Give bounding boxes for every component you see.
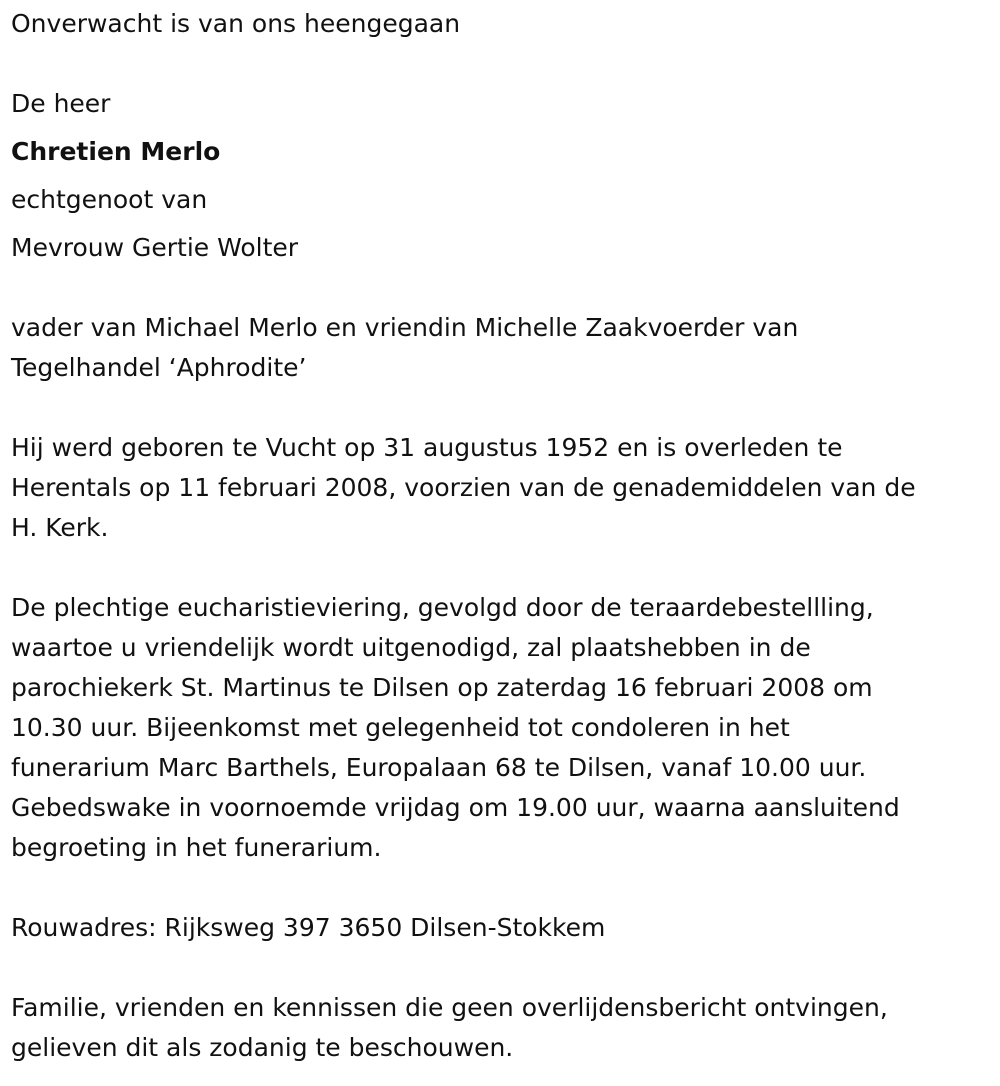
closing-line: Familie, vrienden en kennissen die geen overlijdensbericht ontvingen, <box>11 993 888 1022</box>
ceremony-line: waartoe u vriendelijk wordt uitgenodigd, zal plaatshebben in de <box>11 633 811 662</box>
spouse-label: echtgenoot van <box>11 185 208 214</box>
ceremony-line: begroeting in het funerarium. <box>11 833 382 862</box>
ceremony-paragraph <box>11 588 990 868</box>
ceremony-line: De plechtige eucharistieviering, gevolgd door de teraardebestellling, <box>11 593 874 622</box>
birth-death-line: H. Kerk. <box>11 513 109 542</box>
ceremony-line: funerarium Marc Barthels, Europalaan 68 te Dilsen, vanaf 10.00 uur. <box>11 753 867 782</box>
children-line: vader van Michael Merlo en vriendin Michelle Zaakvoerder van <box>11 313 799 342</box>
children-paragraph <box>11 308 990 388</box>
ceremony-line: 10.30 uur. Bijeenkomst met gelegenheid tot condoleren in het <box>11 713 790 742</box>
birth-death-line: Herentals op 11 februari 2008, voorzien van de genademiddelen van de <box>11 473 916 502</box>
closing-line: gelieven dit als zodanig te beschouwen. <box>11 1033 514 1062</box>
birth-death-line: Hij werd geboren te Vucht op 31 augustus 1952 en is overleden te <box>11 433 843 462</box>
ceremony-line: Gebedswake in voornoemde vrijdag om 19.00 uur, waarna aansluitend <box>11 793 900 822</box>
salutation: De heer <box>11 89 111 118</box>
ceremony-line: parochiekerk St. Martinus te Dilsen op zaterdag 16 februari 2008 om <box>11 673 873 702</box>
spouse-name: Mevrouw Gertie Wolter <box>11 233 299 262</box>
closing-paragraph <box>11 988 990 1068</box>
mourning-address: Rouwadres: Rijksweg 397 3650 Dilsen-Stokkem <box>11 913 606 942</box>
children-line: Tegelhandel ‘Aphrodite’ <box>11 353 307 382</box>
birth-death-paragraph <box>11 428 990 548</box>
address-paragraph <box>11 908 990 948</box>
intro-text: Onverwacht is van ons heengegaan <box>11 9 461 38</box>
deceased-name: Chretien Merlo <box>11 137 221 166</box>
